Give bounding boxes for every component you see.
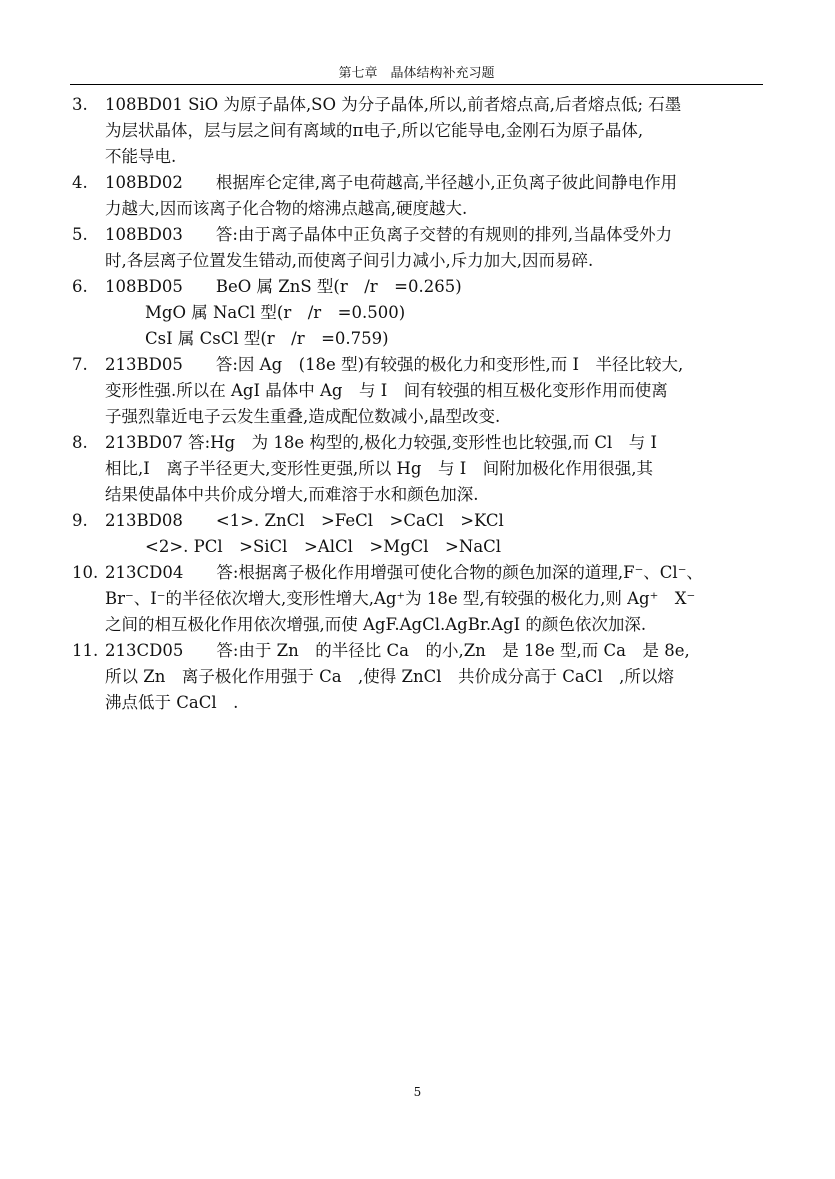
answer-line: 108BD05 BeO 属 ZnS 型(r /r =0.265) — [105, 277, 462, 296]
answer-line: 沸点低于 CaCl . — [105, 693, 239, 712]
answer-4 — [72, 170, 766, 222]
answer-line: 之间的相互极化作用依次增强,而使 AgF.AgCl.AgBr.AgI 的颜色依次加深. — [105, 615, 647, 634]
page-number: 5 — [413, 1085, 422, 1099]
answer-11 — [72, 638, 766, 716]
answer-line: 结果使晶体中共价成分增大,而难溶于水和颜色加深. — [105, 485, 479, 504]
answer-line: <2>. PCl >SiCl >AlCl >MgCl >NaCl — [145, 537, 502, 556]
answer-7 — [72, 352, 766, 430]
answer-line: 力越大,因而该离子化合物的熔沸点越高,硬度越大. — [105, 199, 468, 218]
answer-line: 108BD01 SiO 为原子晶体,SO 为分子晶体,所以,前者熔点高,后者熔点低; 石墨 — [105, 95, 682, 114]
answer-line: 213CD05 答:由于 Zn 的半径比 Ca 的小,Zn 是 18e 型,而 Ca 是 8e, — [105, 641, 690, 660]
item-number: 8. — [72, 433, 88, 452]
answer-8 — [72, 430, 766, 508]
answer-line: 相比,I 离子半径更大,变形性更强,所以 Hg 与 I 间附加极化作用很强,其 — [105, 459, 653, 478]
answer-line: 213BD05 答:因 Ag (18e 型)有较强的极化力和变形性,而 I 半径比较大, — [105, 355, 684, 374]
item-number: 11. — [72, 641, 99, 660]
answer-line: 213BD08 <1>. ZnCl >FeCl >CaCl >KCl — [105, 511, 504, 530]
answer-line: 213BD07 答:Hg 为 18e 构型的,极化力较强,变形性也比较强,而 Cl 与 I — [105, 433, 657, 452]
answer-line: 108BD03 答:由于离子晶体中正负离子交替的有规则的排列,当晶体受外力 — [105, 225, 673, 244]
answer-line: 变形性强.所以在 AgI 晶体中 Ag 与 I 间有较强的相互极化变形作用而使离 — [105, 381, 668, 400]
answer-line: Br⁻、I⁻的半径依次增大,变形性增大,Ag⁺为 18e 型,有较强的极化力,则 Ag⁺ X⁻ — [105, 589, 696, 608]
answer-line: 不能导电. — [105, 147, 177, 166]
item-number: 7. — [72, 355, 88, 374]
answer-line: 213CD04 答:根据离子极化作用增强可使化合物的颜色加深的道理,F⁻、Cl⁻、 — [105, 563, 703, 582]
item-number: 3. — [72, 95, 88, 114]
item-number: 4. — [72, 173, 88, 192]
answer-6 — [72, 274, 766, 300]
item-number: 9. — [72, 511, 88, 530]
answer-line: CsI 属 CsCl 型(r /r =0.759) — [145, 329, 389, 348]
item-number: 5. — [72, 225, 88, 244]
answer-9-continued — [72, 534, 766, 560]
answer-6-continued — [72, 300, 766, 352]
answer-line: 时,各层离子位置发生错动,而使离子间引力减小,斥力加大,因而易碎. — [105, 251, 594, 270]
answer-line: MgO 属 NaCl 型(r /r =0.500) — [145, 303, 406, 322]
answer-line: 108BD02 根据库仑定律,离子电荷越高,半径越小,正负离子彼此间静电作用 — [105, 173, 678, 192]
page-header: 第七章 晶体结构补充习题 — [70, 66, 763, 85]
answer-5 — [72, 222, 766, 274]
answer-line: 子强烈靠近电子云发生重叠,造成配位数减小,晶型改变. — [105, 407, 501, 426]
answer-list — [72, 92, 766, 716]
item-number: 6. — [72, 277, 88, 296]
answer-9 — [72, 508, 766, 534]
answer-3 — [72, 92, 766, 170]
answer-line: 为层状晶体，层与层之间有离域的π电子,所以它能导电,金刚石为原子晶体, — [105, 121, 644, 140]
answer-line: 所以 Zn 离子极化作用强于 Ca ,使得 ZnCl 共价成分高于 CaCl ,所以熔 — [105, 667, 674, 686]
item-number: 10. — [72, 563, 99, 582]
answer-10 — [72, 560, 766, 638]
